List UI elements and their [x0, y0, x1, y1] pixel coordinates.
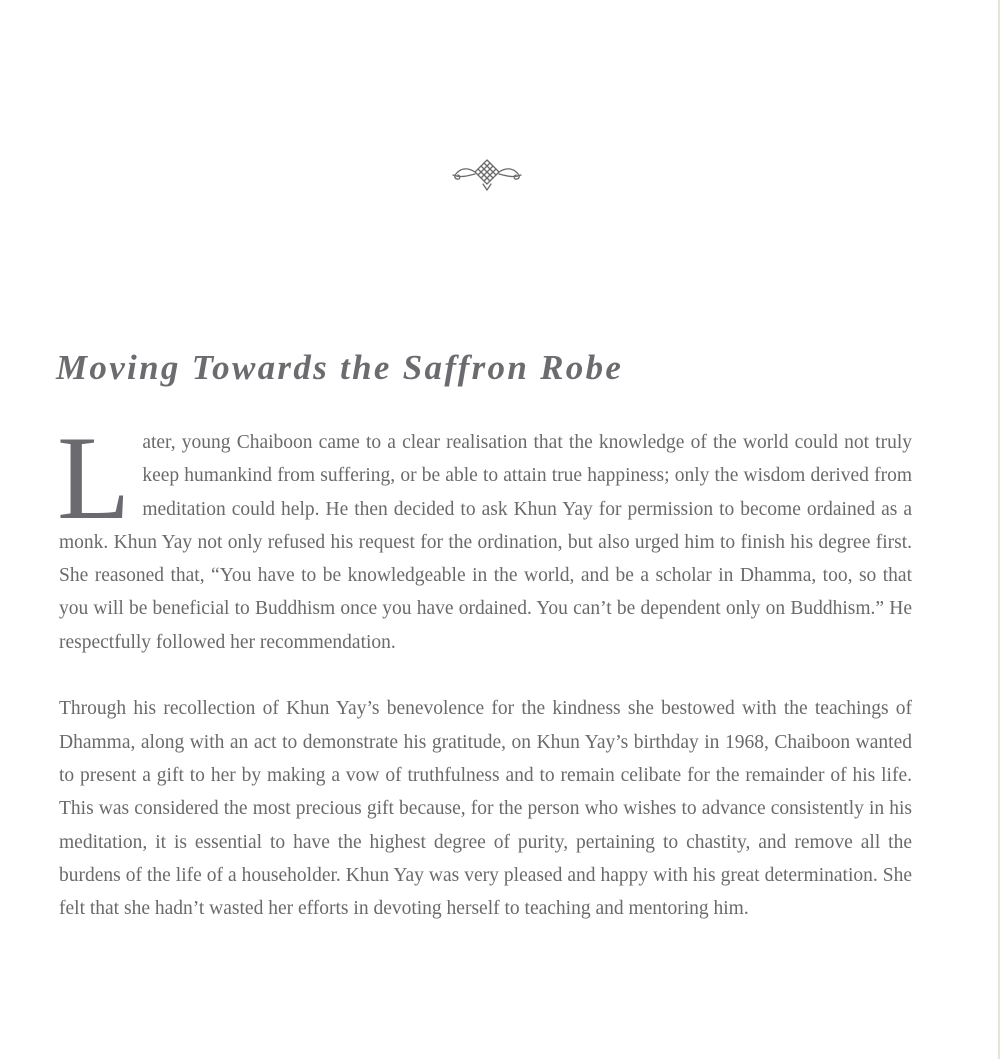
drop-cap: L: [57, 411, 131, 544]
chapter-title: Moving Towards the Saffron Robe: [56, 348, 624, 387]
paragraph-1: [57, 411, 912, 659]
body-text: [57, 411, 912, 925]
paragraph-2: Through his recollection of Khun Yay’s benevolence for the kindness she bestowed with the teachings of Dhamma, along with an act to demonstrate his gratitude, on Khun Yay’s birthday in 1968, Chaiboon wanted to present a gift to her by making a vow of truthfulness and to remain celibate for the remainder of his life. This was considered the most precious gift because, for the person who wishes to advance consistently in his meditation, it is essential to have the highest degree of purity, pertaining to chastity, and remove all the burdens of the life of a householder. Khun Yay was very pleased and happy with his great determination. She felt that she hadn’t wasted her efforts in devoting herself to teaching and mentoring him.: [59, 698, 912, 920]
paragraph-1-text: ater, young Chaiboon came to a clear realisation that the knowledge of the world could not truly keep humankind from suffering, or be able to attain true happiness; only the wisdom derived from meditation could help. He then decided to ask Khun Yay for permission to become ordained as a monk. Khun Yay not only refused his request for the ordination, but also urged him to finish his degree first. She reasoned that, “You have to be knowledgeable in the world, and be a scholar in Dhamma, too, so that you will be beneficial to Buddhism once you have ordained. You can’t be dependent only on Buddhism.” He respectfully followed her recommendation.: [59, 432, 912, 653]
endless-knot-ornament-icon: [449, 156, 525, 196]
